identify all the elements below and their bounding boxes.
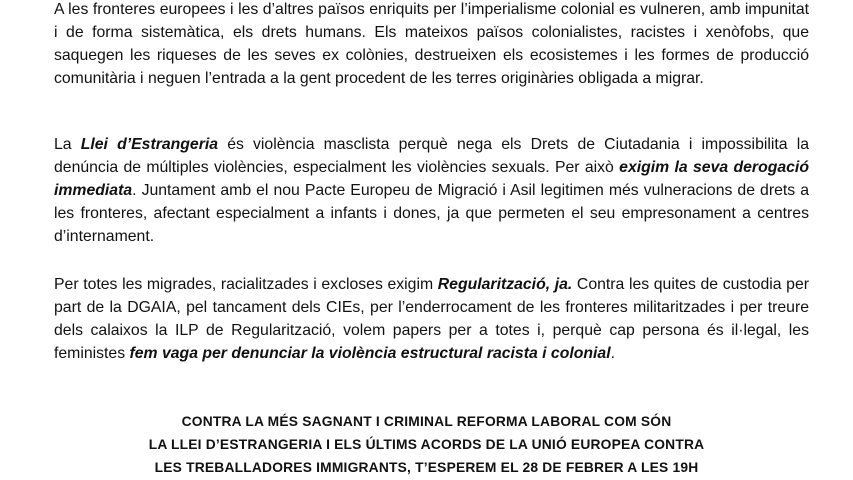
closing-line: LES TREBALLADORES IMMIGRANTS, T’ESPEREM EL 28 DE FEBRER A LES 19H: [154, 460, 699, 475]
paragraph-borders: A les fronteres europees i les d’altres països enriquits per l’imperialisme colonial es vulneren, amb impunitat i de forma sistemàtica, els drets humans. Els mateixos països colonialistes, racistes i xenòfobs, que saquegen les riqueses de les seves ex colònies, destrueixen els ecosistemes i les formes de producció comunitària i neguen l’entrada a la gent procedent de les terres originàries obligada a migrar.: [54, 1, 809, 87]
text-run: La: [54, 136, 81, 153]
emphasis-law-name: Llei d’Estrangeria: [80, 136, 219, 153]
text-run: . Juntament amb el nou Pacte Europeu de Migració i Asil legitimen més vulneracions de drets a les fronteres, afectant especialment a infants i dones, ja que permeten el seu empresonament a centres d’internament.: [54, 182, 809, 245]
text-run: Per totes les migrades, racialitzades i excloses exigim: [54, 276, 438, 293]
emphasis-strike: fem vaga per denunciar la violència estructural racista i colonial: [129, 345, 611, 362]
closing-line: LA LLEI D’ESTRANGERIA I ELS ÚLTIMS ACORDS DE LA UNIÓ EUROPEA CONTRA: [148, 437, 705, 452]
closing-call: [40, 410, 813, 479]
paragraph-immigration-law: [54, 133, 809, 248]
emphasis-demand-repeal: exigim la seva derogació immediata: [54, 159, 809, 199]
paragraph-regularization: [54, 273, 809, 365]
text-run: Contra les quites de custodia per part de la DGAIA, pel tancament dels CIEs, per l’enderrocament de les fronteres militaritzades i per treure dels calaixos la ILP de Regularització, volem papers per a totes i, perquè cap persona és il·legal, les feministes: [54, 276, 809, 362]
emphasis-regularization: Regularització, ja.: [437, 276, 573, 293]
closing-line: CONTRA LA MÉS SAGNANT I CRIMINAL REFORMA LABORAL COM SÓN: [181, 414, 672, 429]
text-run: .: [610, 345, 616, 362]
text-run: és violència masclista perquè nega els Drets de Ciutadania i impossibilita la denúncia de múltiples violències, especialment les violències sexuals. Per això: [54, 136, 809, 176]
